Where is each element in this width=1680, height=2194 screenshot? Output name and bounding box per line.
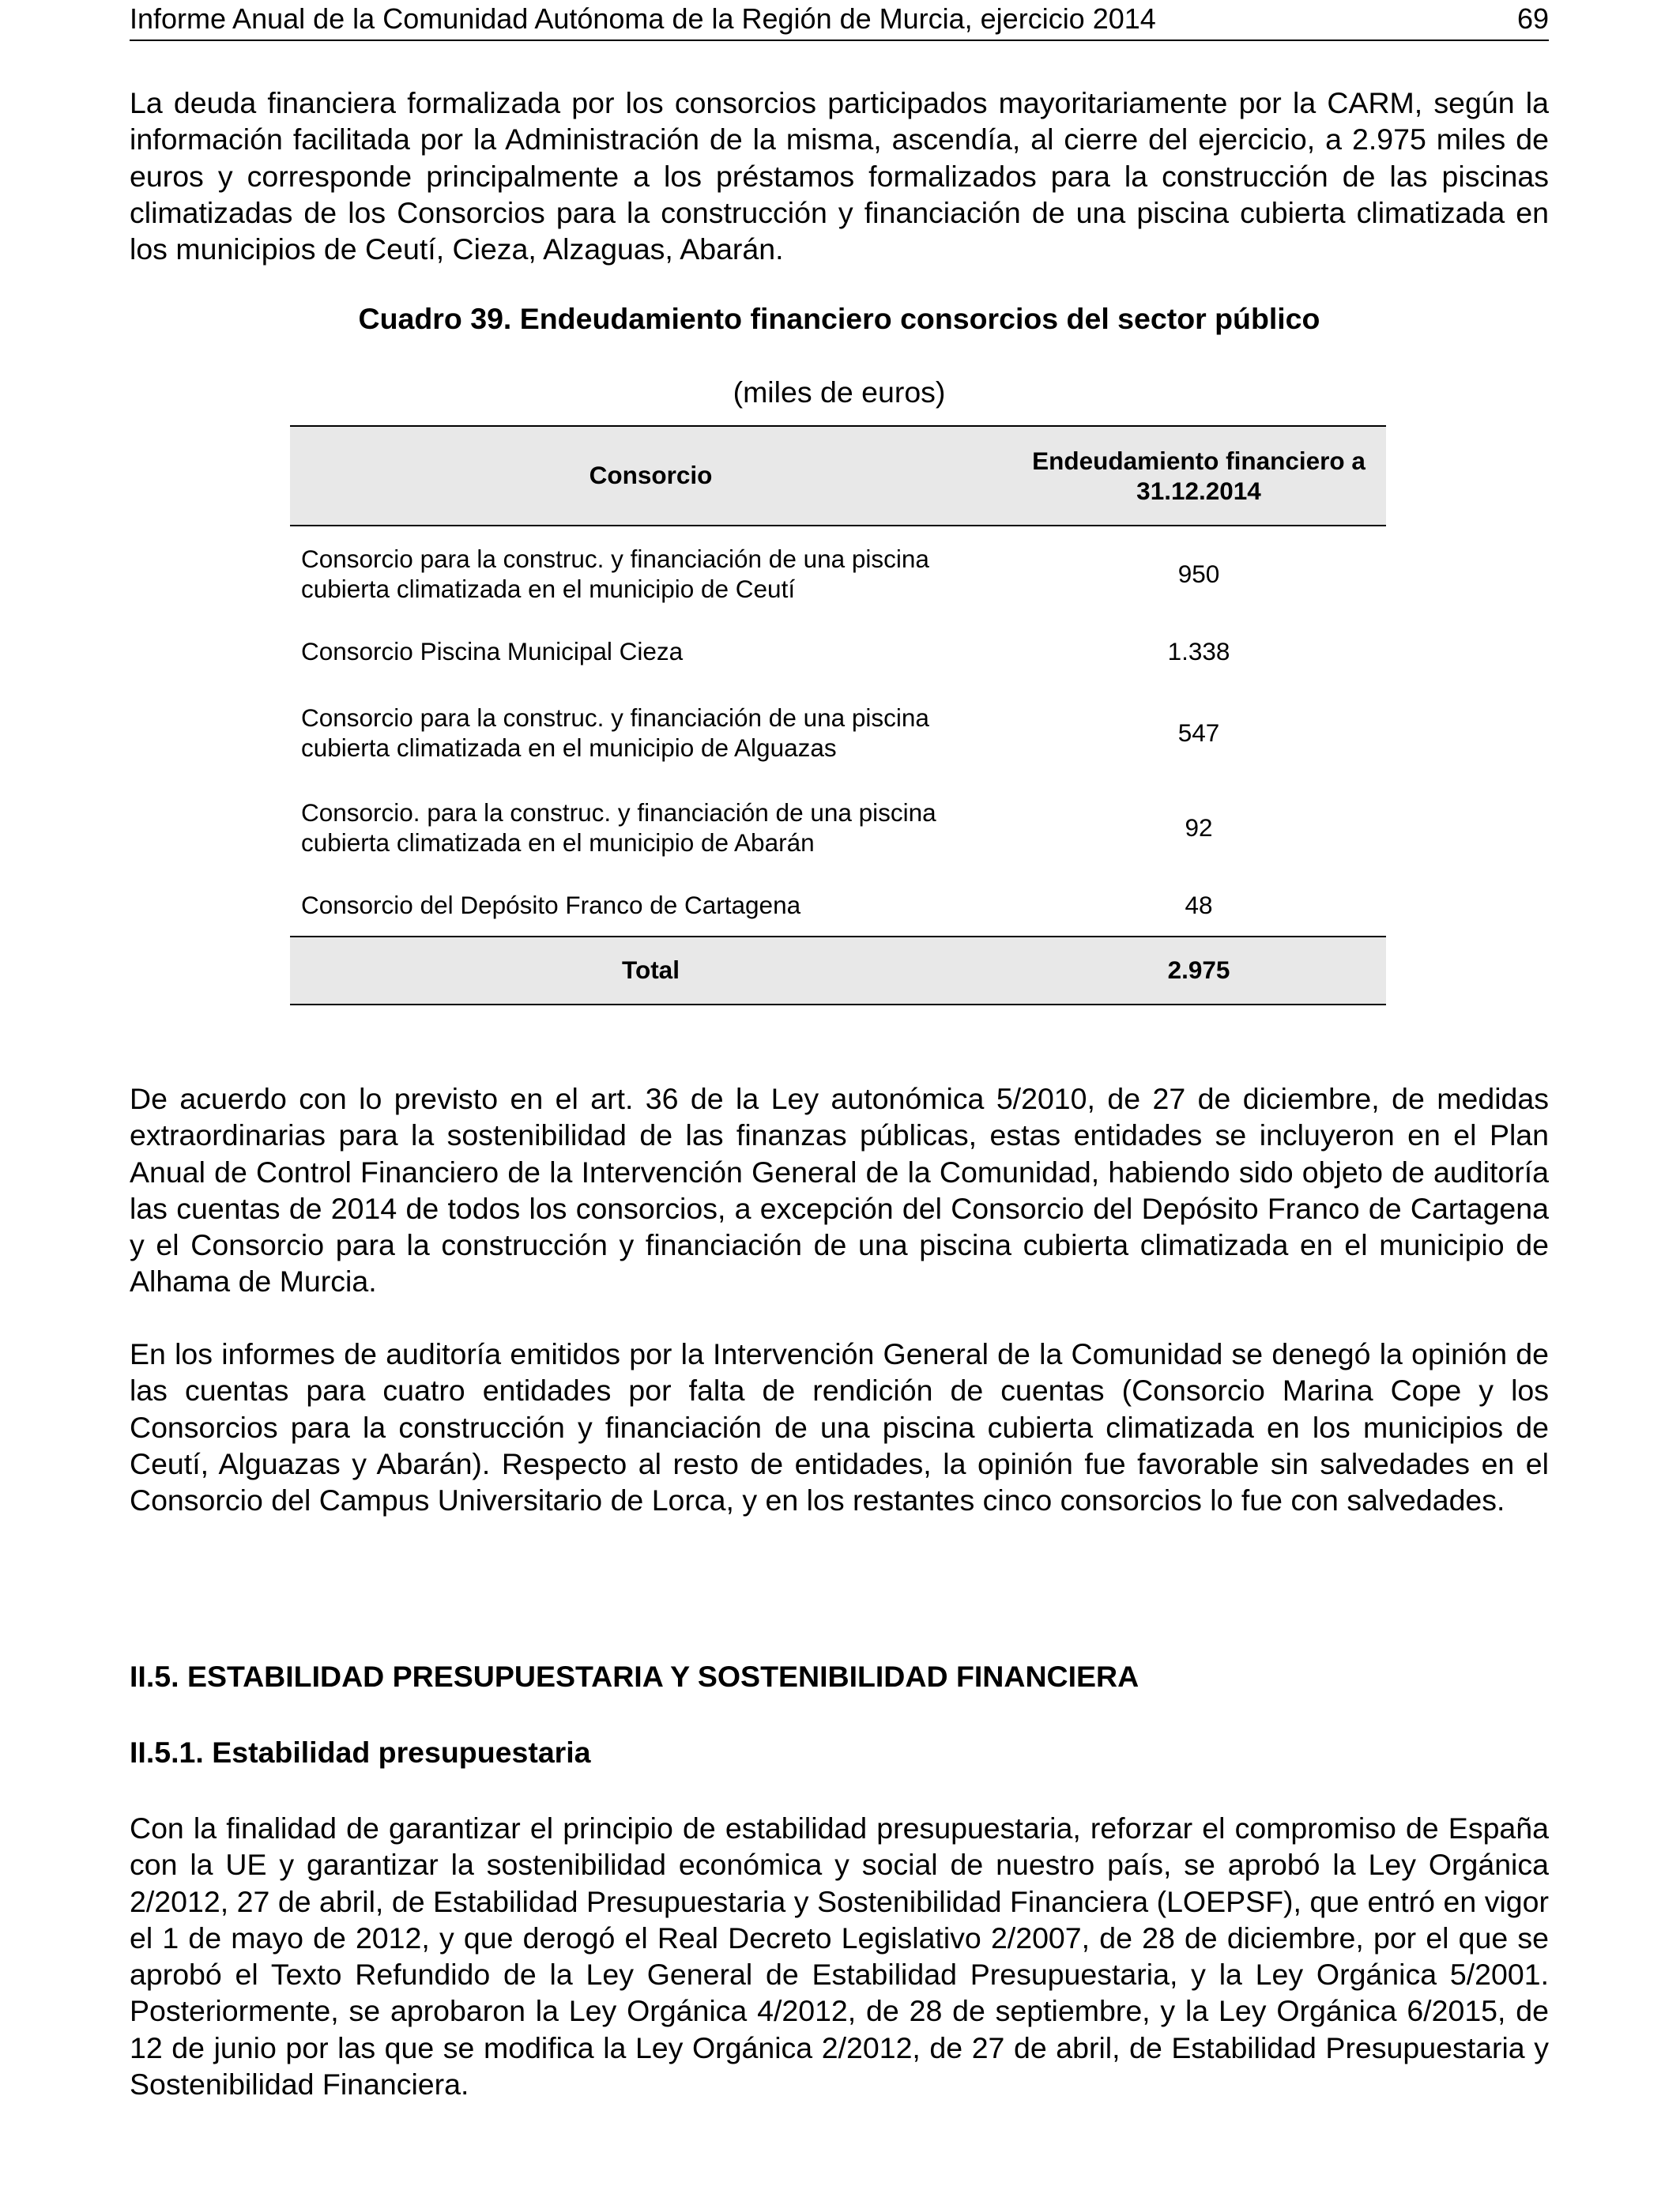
total-value: 2.975 — [1167, 956, 1230, 984]
section-heading: II.5. ESTABILIDAD PRESUPUESTARIA Y SOSTENIBILIDAD FINANCIERA — [130, 1660, 1139, 1693]
row-name — [301, 544, 996, 604]
page-header — [130, 0, 1549, 41]
header-title: Informe Anual de la Comunidad Autónoma de la Región de Murcia, ejercicio 2014 — [130, 2, 1156, 35]
table-row — [290, 636, 1386, 666]
row-name-line: cubierta climatizada en el municipio de Alguazas — [301, 733, 837, 762]
row-name — [301, 797, 996, 858]
table-header — [290, 425, 1386, 526]
row-name-line: Consorcio del Depósito Franco de Cartagena — [301, 891, 801, 919]
table-units: (miles de euros) — [733, 375, 946, 409]
column-header-consorcio: Consorcio — [589, 461, 713, 489]
row-value: 1.338 — [1167, 637, 1230, 665]
row-name-line: Consorcio. para la construc. y financiación de una piscina — [301, 798, 936, 827]
row-name — [301, 703, 996, 763]
subsection-heading: II.5.1. Estabilidad presupuestaria — [130, 1736, 591, 1769]
row-name-line: Consorcio para la construc. y financiación de una piscina — [301, 545, 929, 573]
row-name-line: Consorcio Piscina Municipal Cieza — [301, 637, 684, 665]
table-total-row — [290, 936, 1386, 1005]
table-row — [290, 703, 1386, 763]
row-value: 92 — [1185, 813, 1213, 842]
page-number: 69 — [1516, 2, 1549, 35]
table-row — [290, 544, 1386, 604]
row-name-line: cubierta climatizada en el municipio de Ceutí — [301, 575, 796, 603]
table-caption: Cuadro 39. Endeudamiento financiero consorcios del sector público — [358, 302, 1320, 335]
row-name — [301, 890, 996, 920]
column-header-line: 31.12.2014 — [1136, 477, 1261, 505]
column-header-endeudamiento — [1011, 446, 1386, 506]
row-value: 547 — [1177, 718, 1220, 747]
table-row — [290, 797, 1386, 858]
paragraph-ley-autonomica: De acuerdo con lo previsto en el art. 36 de la Ley autonómica 5/2010, de 27 de diciembre, de medidas extraordinarias para la sostenibilidad de las finanzas públicas, estas entidades se incluyeron en el Plan Anual de Control Financiero de la Intervención General de la Comunidad, habiendo sido objeto de auditoría las cuentas de 2014 de todos los consorcios, a excepción del Consorcio del Depósito Franco de Cartagena y el Consorcio para la construcción y financiación de una piscina cubierta climatizada en el municipio de Alhama de Murcia. — [130, 1082, 1549, 1299]
column-header-line: Endeudamiento financiero a — [1032, 447, 1365, 475]
paragraph-informes-auditoria: En los informes de auditoría emitidos por la Intervención General de la Comunidad se denegó la opinión de las cuentas para cuatro entidades por falta de rendición de cuentas (Consorcio Marina Cope y los Consorcios para la construcción y financiación de una piscina cubierta climatizada en los municipios de Ceutí, Alguazas y Abarán). Respecto al resto de entidades, la opinión fue favorable sin salvedades en el Consorcio del Campus Universitario de Lorca, y en los restantes cinco consorcios lo fue con salvedades. — [130, 1337, 1549, 1517]
row-name-line: Consorcio para la construc. y financiación de una piscina — [301, 703, 929, 732]
paragraph-deuda-financiera: La deuda financiera formalizada por los consorcios participados mayoritariamente por la CARM, según la información facilitada por la Administración de la misma, ascendía, al cierre del ejercicio, a 2.975 miles de euros y corresponde principalmente a los préstamos formalizados para la construcción de las piscinas climatizadas de los Consorcios para la construcción y financiación de una piscina cubierta climatizada en los municipios de Ceutí, Cieza, Alzaguas, Abarán. — [130, 86, 1549, 266]
row-value: 48 — [1185, 891, 1213, 919]
row-value: 950 — [1177, 560, 1220, 588]
row-name-line: cubierta climatizada en el municipio de Abarán — [301, 828, 815, 857]
paragraph-estabilidad: Con la finalidad de garantizar el principio de estabilidad presupuestaria, reforzar el compromiso de España con la UE y garantizar la sostenibilidad económica y social de nuestro país, se aprobó la Ley Orgánica 2/2012, 27 de abril, de Estabilidad Presupuestaria y Sostenibilidad Financiera (LOEPSF), que entró en vigor el 1 de mayo de 2012, y que derogó el Real Decreto Legislativo 2/2007, de 28 de diciembre, por el que se aprobó el Texto Refundido de la Ley General de Estabilidad Presupuestaria, y la Ley Orgánica 5/2001. Posteriormente, se aprobaron la Ley Orgánica 4/2012, de 28 de septiembre, y la Ley Orgánica 6/2015, de 12 de junio por las que se modifica la Ley Orgánica 2/2012, de 27 de abril, de Estabilidad Presupuestaria y Sostenibilidad Financiera. — [130, 1811, 1549, 2102]
total-label: Total — [622, 956, 680, 984]
row-name — [301, 636, 996, 666]
table-row — [290, 890, 1386, 920]
